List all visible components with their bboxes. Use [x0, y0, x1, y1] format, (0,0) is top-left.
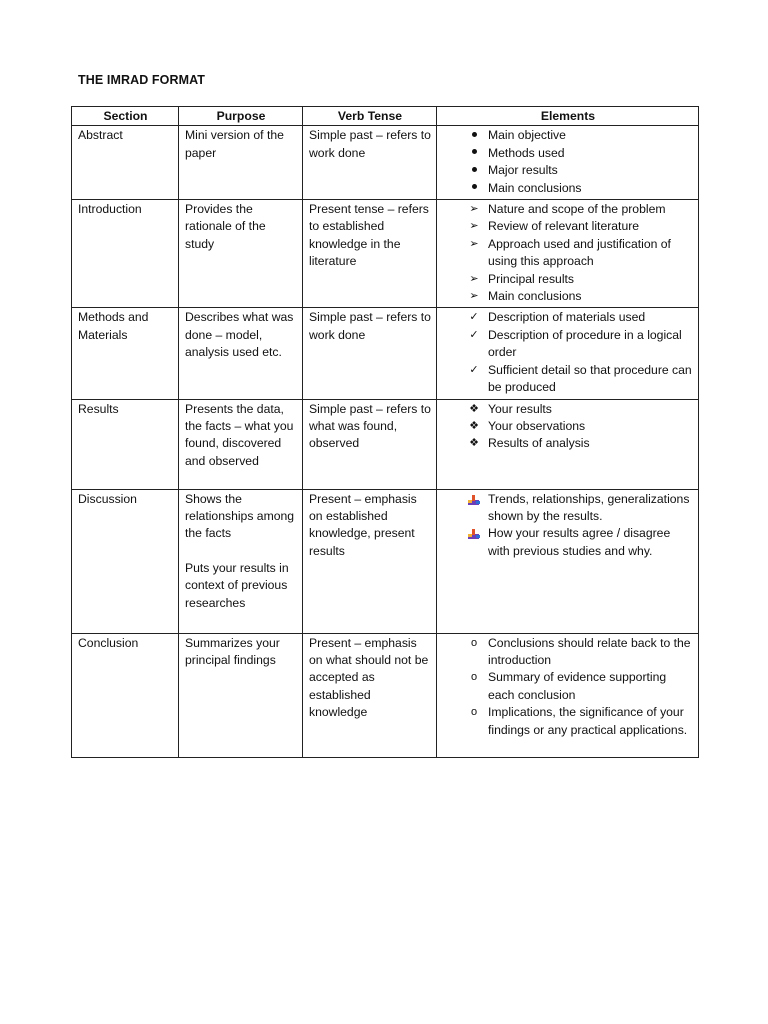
- element-text: Methods used: [488, 145, 565, 160]
- list-item: [443, 401, 693, 418]
- diamond-bullet-icon: ❖: [469, 419, 479, 432]
- section-cell: Conclusion: [72, 633, 179, 757]
- element-text: Results of analysis: [488, 436, 590, 451]
- purpose-text: Presents the data, the facts – what you found, discovered and observed: [185, 401, 294, 468]
- column-header-section: Section: [72, 107, 179, 126]
- dot-bullet-icon: [466, 162, 482, 179]
- elements-list: [443, 201, 693, 305]
- elements-list: [443, 635, 693, 739]
- verb-tense-cell: Simple past – refers to work done: [303, 126, 437, 200]
- checkmark-bullet-icon: ✓: [469, 311, 479, 324]
- verb-tense-cell: Present tense – refers to established knowledge in the literature: [303, 200, 437, 308]
- element-text: Major results: [488, 163, 558, 178]
- table-row: [72, 489, 699, 633]
- element-text: How your results agree / disagree with previous studies and why.: [488, 526, 671, 558]
- list-item: [443, 525, 693, 560]
- element-text: Summary of evidence supporting each conclusion: [488, 670, 667, 702]
- purpose-text: Describes what was done – model, analysis used etc.: [185, 310, 294, 360]
- elements-cell: [437, 126, 699, 200]
- arrowhead-bullet-icon: ➢: [469, 220, 479, 233]
- pointing-hand-bullet-icon: [466, 491, 482, 506]
- element-text: Principal results: [488, 271, 575, 286]
- list-item: [443, 201, 693, 218]
- verb-tense-cell: Present – emphasis on established knowledge, present results: [303, 489, 437, 633]
- element-text: Implications, the significance of your findings or any practical applications.: [488, 705, 688, 737]
- list-item: [443, 236, 693, 271]
- column-header-verb-tense: Verb Tense: [303, 107, 437, 126]
- list-item: [443, 704, 693, 739]
- table-header-row: [72, 107, 699, 126]
- table-row: [72, 200, 699, 308]
- elements-list: [443, 401, 693, 453]
- list-item: [443, 362, 693, 397]
- elements-cell: [437, 399, 699, 489]
- list-item: [443, 271, 693, 288]
- verb-tense-cell: Simple past – refers to what was found, observed: [303, 399, 437, 489]
- list-item: [443, 180, 693, 197]
- element-text: Review of relevant literature: [488, 219, 640, 234]
- purpose-cell: [179, 489, 303, 633]
- section-cell: Introduction: [72, 200, 179, 308]
- table-row: [72, 126, 699, 200]
- list-item: [443, 218, 693, 235]
- purpose-cell: [179, 308, 303, 399]
- table-row: [72, 308, 699, 399]
- pointing-hand-bullet-icon: [466, 525, 482, 540]
- list-item: [443, 145, 693, 162]
- list-item: [443, 127, 693, 144]
- elements-cell: [437, 489, 699, 633]
- element-text: Nature and scope of the problem: [488, 202, 666, 217]
- verb-tense-cell: Simple past – refers to work done: [303, 308, 437, 399]
- arrowhead-bullet-icon: ➢: [469, 290, 479, 303]
- list-item: [443, 435, 693, 452]
- elements-list: [443, 491, 693, 561]
- table-body: [72, 126, 699, 757]
- elements-list: [443, 309, 693, 396]
- purpose-cell: [179, 200, 303, 308]
- checkmark-bullet-icon: ✓: [469, 328, 479, 341]
- element-text: Your observations: [488, 418, 586, 433]
- element-text: Approach used and justification of using this approach: [488, 236, 671, 269]
- element-text: Description of materials used: [488, 310, 646, 325]
- elements-cell: [437, 633, 699, 757]
- purpose-cell: [179, 633, 303, 757]
- arrowhead-bullet-icon: ➢: [469, 203, 479, 216]
- verb-tense-cell: Present – emphasis on what should not be accepted as established knowledge: [303, 633, 437, 757]
- purpose-text: Summarizes your principal findings: [185, 635, 280, 667]
- section-cell: Discussion: [72, 489, 179, 633]
- column-header-purpose: Purpose: [179, 107, 303, 126]
- column-header-elements: Elements: [437, 107, 699, 126]
- circle-bullet-icon: o: [470, 671, 478, 684]
- checkmark-bullet-icon: ✓: [469, 363, 479, 376]
- imrad-table: [71, 106, 699, 758]
- purpose-cell: [179, 126, 303, 200]
- dot-bullet-icon: [466, 145, 482, 162]
- element-text: Main conclusions: [488, 180, 582, 195]
- element-text: Main objective: [488, 128, 566, 143]
- purpose-cell: [179, 399, 303, 489]
- arrowhead-bullet-icon: ➢: [469, 272, 479, 285]
- element-text: Sufficient detail so that procedure can be produced: [488, 362, 692, 395]
- elements-list: [443, 127, 693, 197]
- purpose-text: Shows the relationships among the facts: [185, 491, 295, 541]
- element-text: Description of procedure in a logical order: [488, 327, 682, 360]
- diamond-bullet-icon: ❖: [469, 437, 479, 450]
- purpose-text: Puts your results in context of previous researches: [185, 560, 289, 610]
- elements-cell: [437, 200, 699, 308]
- dot-bullet-icon: [466, 127, 482, 144]
- section-cell: Abstract: [72, 126, 179, 200]
- dot-bullet-icon: [466, 180, 482, 197]
- circle-bullet-icon: o: [470, 636, 478, 649]
- section-cell: Results: [72, 399, 179, 489]
- element-text: Your results: [488, 401, 552, 416]
- table-row: [72, 399, 699, 489]
- list-item: [443, 491, 693, 526]
- diamond-bullet-icon: ❖: [469, 402, 479, 415]
- list-item: [443, 162, 693, 179]
- elements-cell: [437, 308, 699, 399]
- list-item: [443, 418, 693, 435]
- list-item: [443, 288, 693, 305]
- element-text: Trends, relationships, generalizations shown by the results.: [488, 491, 690, 523]
- list-item: [443, 327, 693, 362]
- page-title: THE IMRAD FORMAT: [78, 73, 206, 87]
- section-cell: Methods and Materials: [72, 308, 179, 399]
- table-row: [72, 633, 699, 757]
- list-item: [443, 309, 693, 326]
- purpose-text: Provides the rationale of the study: [185, 202, 266, 251]
- arrowhead-bullet-icon: ➢: [469, 237, 479, 250]
- purpose-text: Mini version of the paper: [185, 128, 284, 160]
- list-item: [443, 669, 693, 704]
- circle-bullet-icon: o: [470, 706, 478, 719]
- element-text: Conclusions should relate back to the introduction: [488, 635, 691, 667]
- element-text: Main conclusions: [488, 289, 582, 304]
- list-item: [443, 635, 693, 670]
